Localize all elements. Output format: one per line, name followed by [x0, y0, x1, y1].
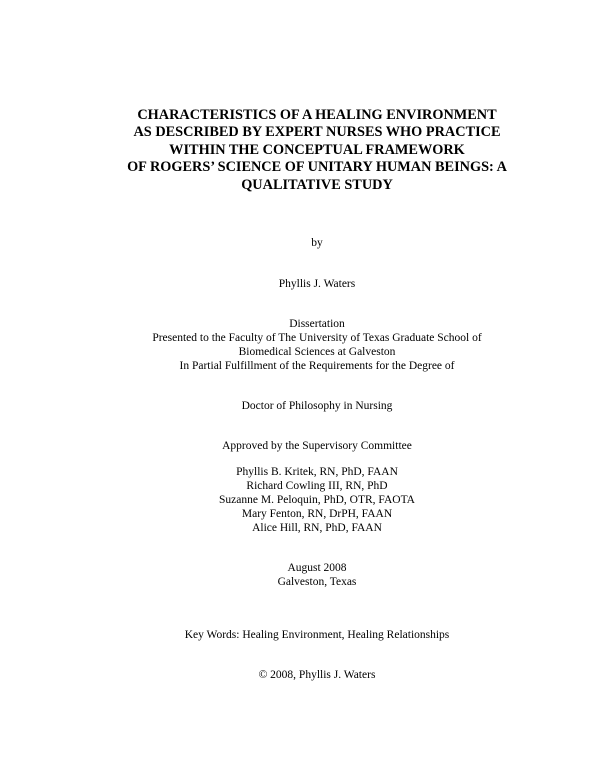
committee-member: Alice Hill, RN, PhD, FAAN [252, 522, 382, 534]
title-line: CHARACTERISTICS OF A HEALING ENVIRONMENT [137, 107, 497, 123]
presentation-line: In Partial Fulfillment of the Requirements for the Degree of [179, 360, 455, 372]
committee-member: Phyllis B. Kritek, RN, PhD, FAAN [236, 466, 398, 478]
dissertation-title [0, 107, 600, 194]
author-name: Phyllis J. Waters [278, 278, 356, 290]
copyright-notice: © 2008, Phyllis J. Waters [258, 669, 376, 681]
title-line: AS DESCRIBED BY EXPERT NURSES WHO PRACTICE [133, 124, 501, 141]
date: August 2008 [287, 562, 347, 574]
presentation-line: Biomedical Sciences at Galveston [238, 346, 396, 358]
date-location [0, 561, 600, 589]
title-line: QUALITATIVE STUDY [241, 176, 393, 193]
title-line: WITHIN THE CONCEPTUAL FRAMEWORK [169, 141, 465, 158]
degree-name: Doctor of Philosophy in Nursing [241, 400, 393, 412]
title-line: OF ROGERS’ SCIENCE OF UNITARY HUMAN BEINGS: A [127, 159, 507, 176]
keywords: Key Words: Healing Environment, Healing Relationships [184, 629, 450, 641]
committee-member: Suzanne M. Peloquin, PhD, OTR, FAOTA [219, 494, 415, 506]
location: Galveston, Texas [277, 576, 357, 588]
presentation-line: Presented to the Faculty of The University of Texas Graduate School of [152, 332, 482, 344]
committee-heading: Approved by the Supervisory Committee [222, 440, 412, 452]
by-label: by [311, 237, 323, 249]
presentation-line: Dissertation [289, 318, 345, 330]
committee-members [0, 465, 600, 535]
committee-member: Richard Cowling III, RN, PhD [246, 480, 388, 492]
presentation-statement [0, 317, 600, 373]
committee-member: Mary Fenton, RN, DrPH, FAAN [241, 508, 393, 520]
